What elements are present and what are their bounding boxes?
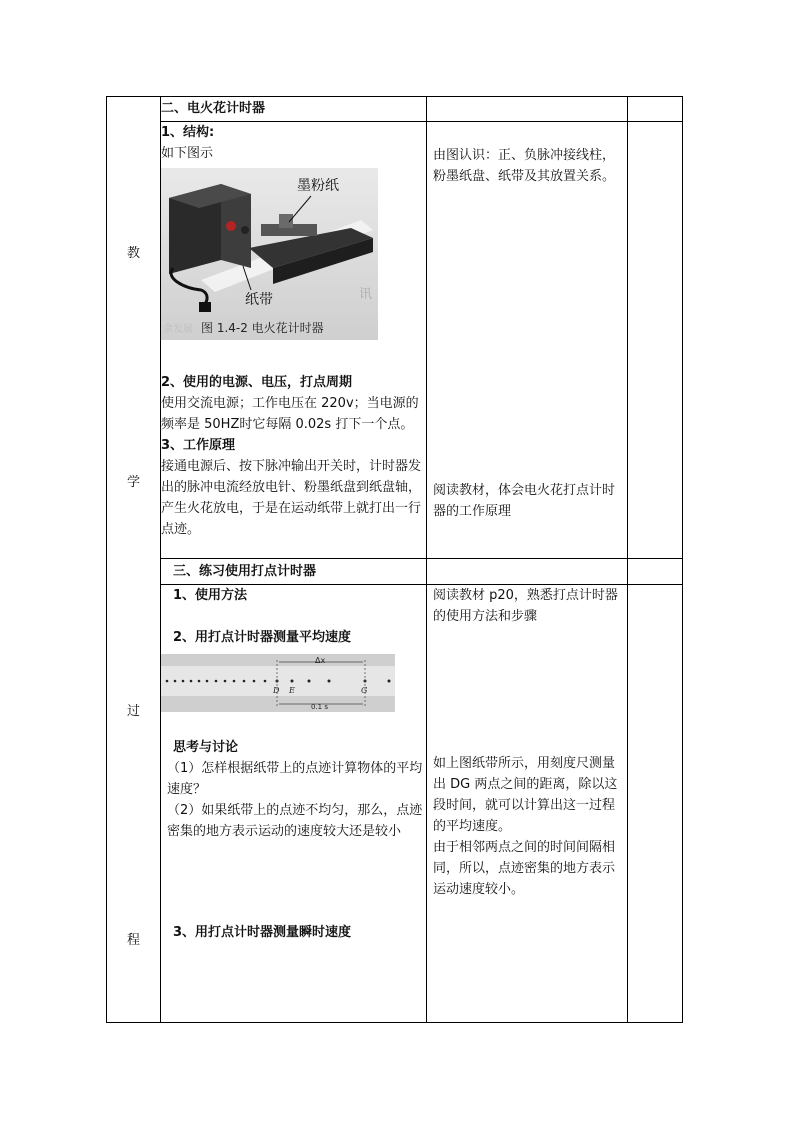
row-section2-body: [107, 122, 683, 559]
label-paper-tape: 纸带: [245, 292, 273, 308]
section3-notes-cell: [427, 585, 628, 1023]
spark-timer-illustration: [161, 168, 378, 340]
section2-item2-title: 2、使用的电源、电压，打点周期: [161, 375, 353, 390]
section2-notes-cell: [427, 122, 628, 559]
side-label-cell: [107, 97, 161, 1023]
label-ink-paper: 墨粉纸: [297, 178, 339, 194]
section3-note2: 如上图纸带所示，用刻度尺测量出 DG 两点之间的距离，除以这段时间，就可以计算出这一过程的平均速度。: [433, 756, 618, 834]
tape-label-e: E: [289, 686, 295, 695]
lesson-table: [106, 96, 683, 1023]
section3-note3: 由于相邻两点之间的时间间隔相同，所以，点迹密集的地方表示运动速度较小。: [433, 840, 616, 897]
side-char-xue: 学: [126, 475, 140, 490]
section3-note1: 阅读教材 p20，熟悉打点计时器的使用方法和步骤: [433, 588, 618, 624]
empty-cell: [628, 585, 683, 1023]
section3-title: 三、练习使用打点计时器: [173, 564, 317, 579]
section3-item3-title: 3、用打点计时器测量瞬时速度: [173, 925, 352, 940]
tape-label-d: D: [273, 686, 280, 695]
empty-cell: [628, 559, 683, 585]
photo-caption: 图 1.4-2 电火花计时器: [201, 321, 324, 335]
section2-note2: 阅读教材，体会电火花打点计时器的工作原理: [433, 483, 616, 519]
side-char-cheng: 程: [126, 933, 140, 948]
empty-cell: [427, 559, 628, 585]
empty-cell: [628, 122, 683, 559]
tape-label-time: 0.1 s: [311, 703, 329, 711]
side-char-guo: 过: [126, 704, 140, 719]
section2-content-cell: [161, 122, 427, 559]
section3-question1: （1）怎样根据纸带上的点迹计算物体的平均速度？: [167, 761, 423, 797]
section3-item1-title: 1、使用方法: [173, 588, 248, 603]
section3-content-cell: [161, 585, 427, 1023]
section3-title-cell: [161, 559, 427, 585]
photo-faded-mark: 余发展: [163, 324, 193, 335]
row-section3-body: [107, 585, 683, 1023]
empty-cell: [628, 97, 683, 122]
empty-cell: [427, 97, 628, 122]
row-section2-header: [107, 97, 683, 122]
spark-timer-photo: [161, 168, 378, 340]
photo-side-mark: 讯: [359, 287, 373, 302]
section3-question2: （2）如果纸带上的点迹不均匀，那么，点迹密集的地方表示运动的速度较大还是较小: [167, 803, 423, 839]
paper-tape-figure: [161, 654, 395, 712]
section2-note1: 由图认识：正、负脉冲接线柱，粉墨纸盘、纸带及其放置关系。: [433, 148, 616, 184]
tape-label-dx: Δx: [315, 656, 326, 665]
section2-item1-title: 1、结构:: [161, 125, 215, 140]
section2-title: 二、电火花计时器: [161, 101, 266, 116]
section2-title-cell: [161, 97, 427, 122]
section2-item2-text: 使用交流电源；工作电压在 220v；当电源的频率是 50HZ时它每隔 0.02s 打下一个点。: [161, 396, 419, 432]
section2-item1-text: 如下图示: [161, 146, 214, 161]
section3-discuss-title: 思考与讨论: [173, 740, 239, 755]
section3-item2-title: 2、用打点计时器测量平均速度: [173, 630, 352, 645]
paper-tape-illustration: [161, 654, 395, 712]
tape-label-g: G: [361, 686, 368, 695]
row-section3-header: [107, 559, 683, 585]
section2-item3-text: 接通电源后、按下脉冲输出开关时，计时器发出的脉冲电流经放电针、粉墨纸盘到纸盘轴，产生火花放电，于是在运动纸带上就打出一行点迹。: [161, 459, 422, 537]
section2-item3-title: 3、工作原理: [161, 438, 236, 453]
side-char-jiao: 教: [126, 246, 140, 261]
